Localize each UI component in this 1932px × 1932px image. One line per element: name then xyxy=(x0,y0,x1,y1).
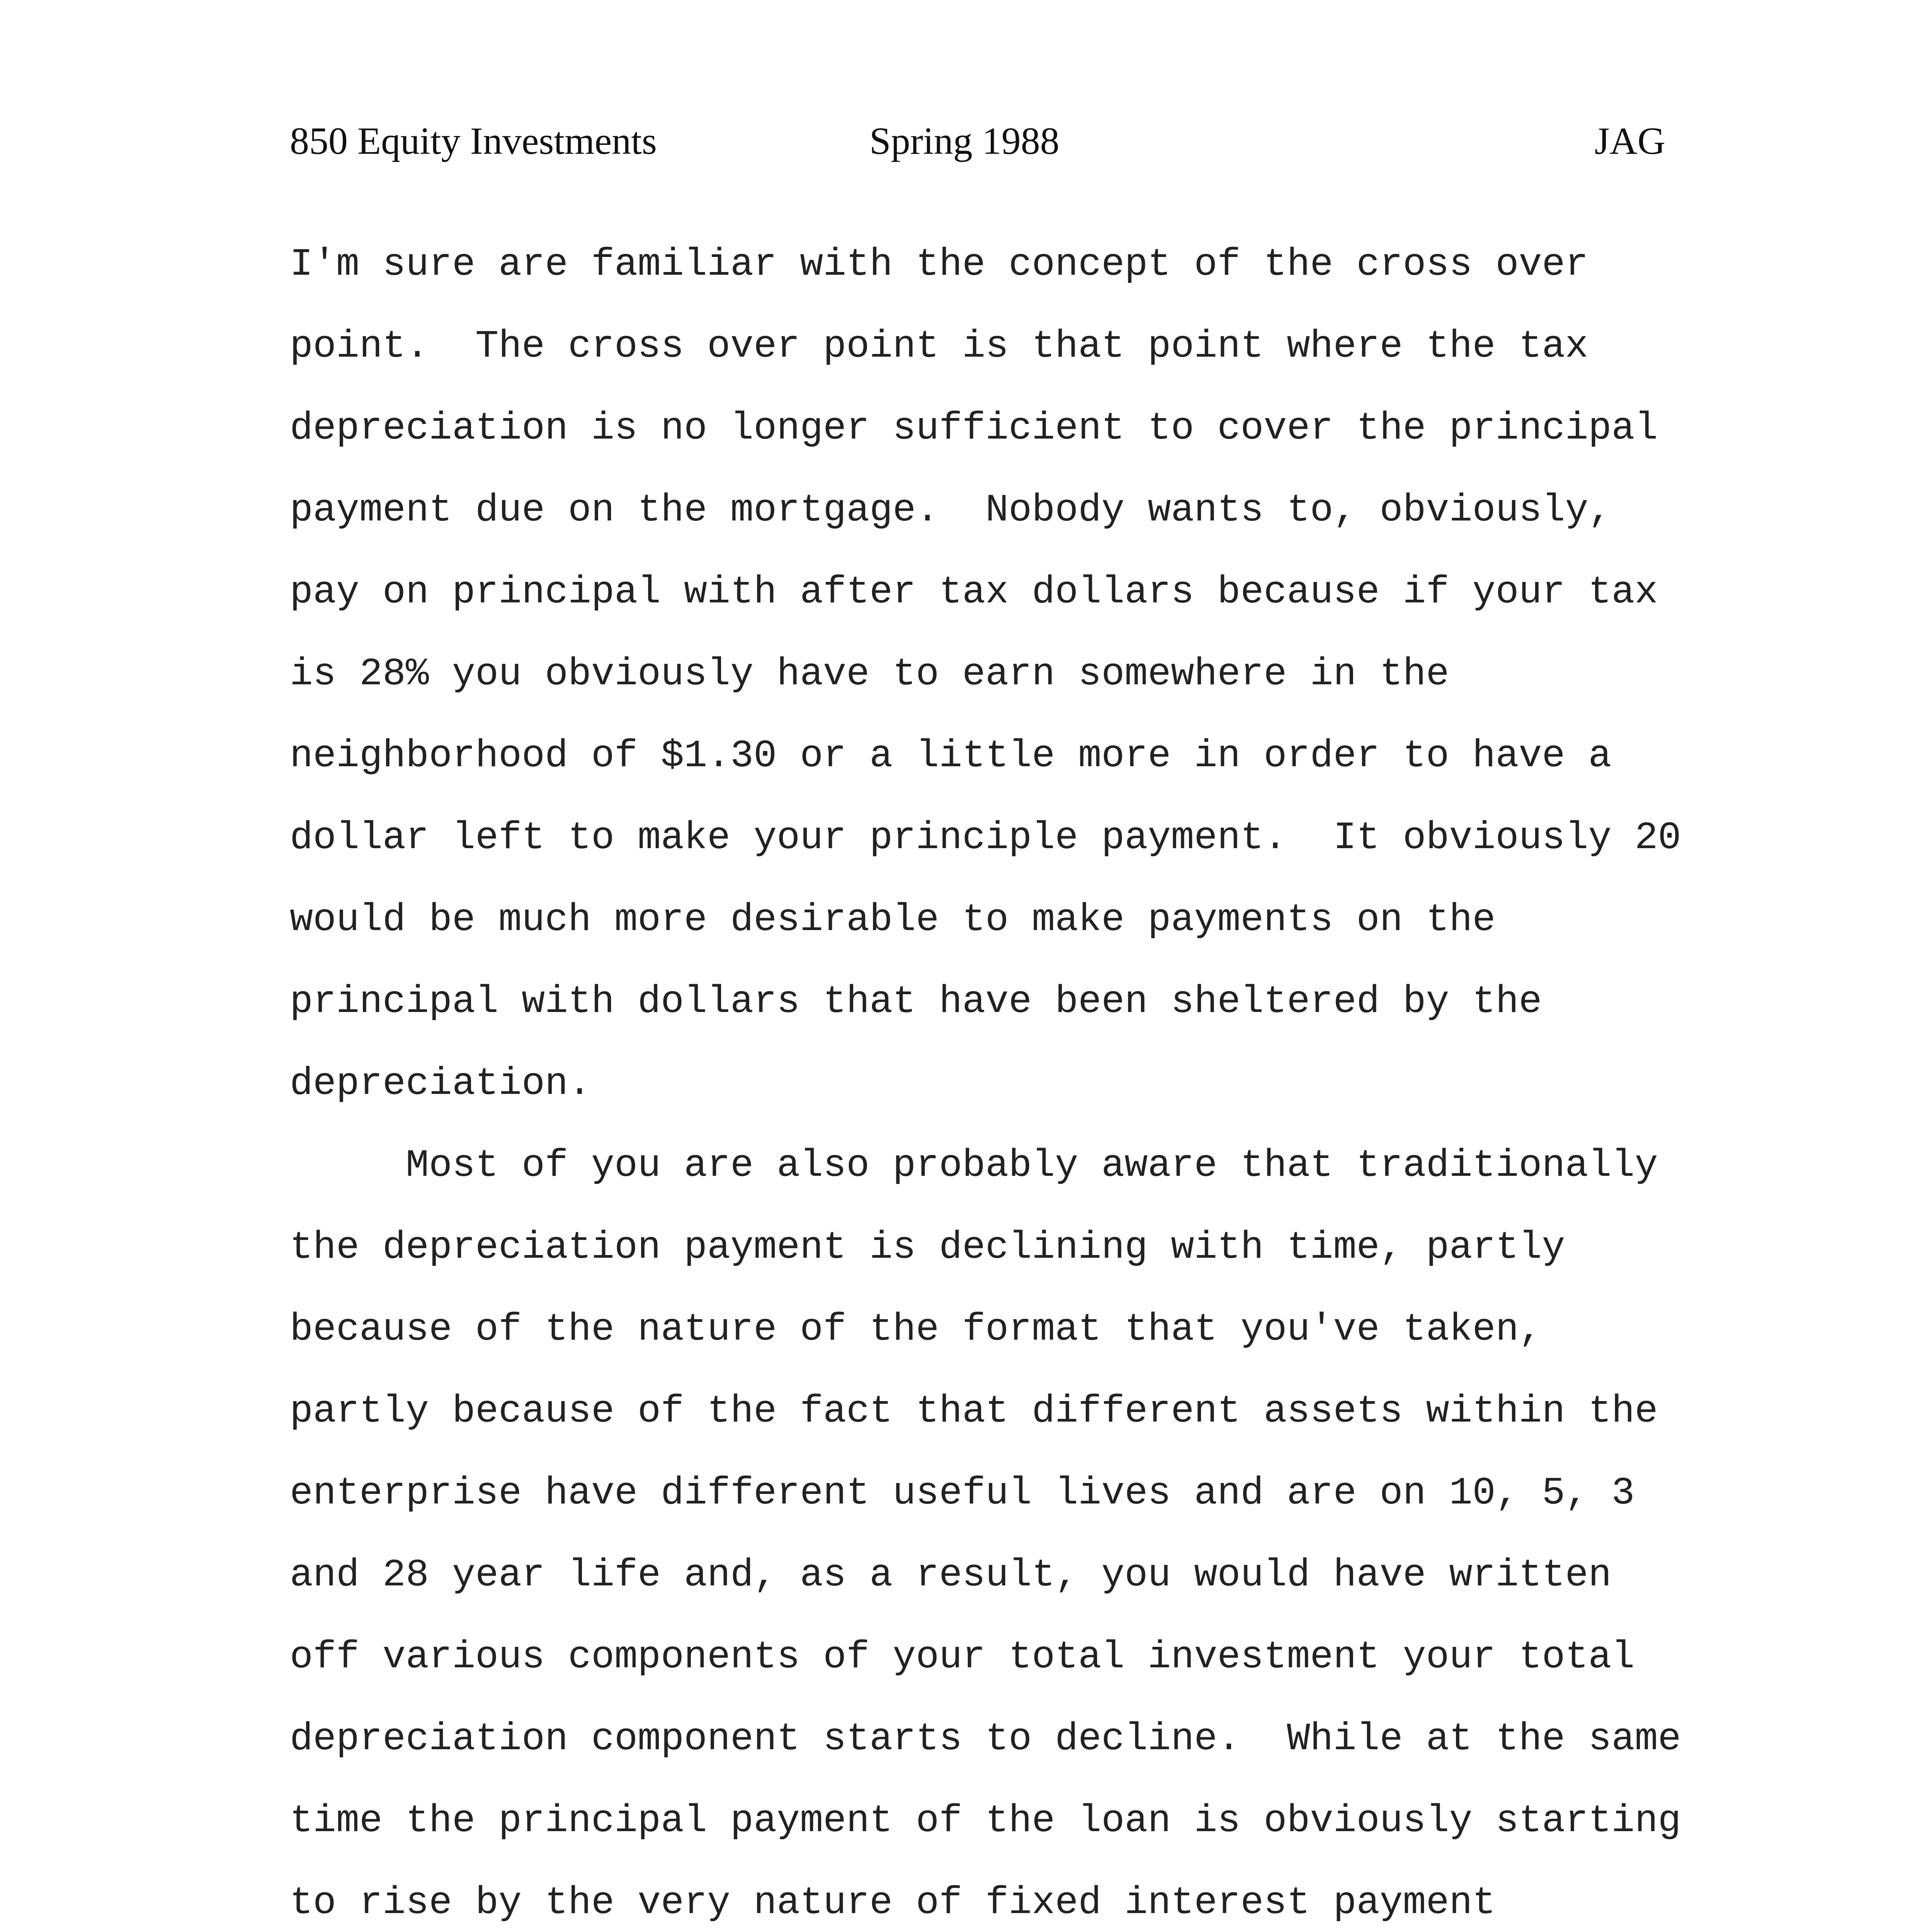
text-line: would be much more desirable to make payments on the xyxy=(290,898,1496,942)
text-line: I'm sure are familiar with the concept of the cross over xyxy=(290,243,1588,287)
text-line: depreciation component starts to decline. While at the same xyxy=(290,1718,1681,1761)
text-line: to rise by the very nature of fixed interest payment xyxy=(290,1881,1496,1925)
text-line: Most of you are also probably aware that traditionally xyxy=(290,1144,1658,1188)
text-line: payment due on the mortgage. Nobody wants to, obviously, xyxy=(290,489,1612,532)
text-line: dollar left to make your principle payment. It obviously 20 xyxy=(290,816,1681,860)
text-line: and 28 year life and, as a result, you would have written xyxy=(290,1554,1612,1597)
text-line: is 28% you obviously have to earn somewhere in the xyxy=(290,653,1449,696)
author-initials: JAG xyxy=(1594,119,1665,162)
text-line: depreciation is no longer sufficient to cover the principal xyxy=(290,407,1658,451)
course-title: 850 Equity Investments xyxy=(290,119,657,162)
text-line: time the principal payment of the loan is obviously starting xyxy=(290,1799,1681,1843)
text-line: point. The cross over point is that point where the tax xyxy=(290,325,1588,369)
text-line: off various components of your total investment your total xyxy=(290,1636,1635,1679)
running-header xyxy=(290,116,1665,166)
text-line: enterprise have different useful lives and are on 10, 5, 3 xyxy=(290,1472,1635,1515)
text-line: principal with dollars that have been sheltered by the xyxy=(290,980,1542,1024)
text-line: depreciation. xyxy=(290,1062,592,1106)
text-line: because of the nature of the format that you've taken, xyxy=(290,1308,1542,1352)
term-label: Spring 1988 xyxy=(869,119,1060,162)
transcript-body xyxy=(290,224,1835,1932)
text-line: neighborhood of $1.30 or a little more in order to have a xyxy=(290,735,1612,778)
text-line: the depreciation payment is declining with time, partly xyxy=(290,1226,1565,1270)
text-line: pay on principal with after tax dollars because if your tax xyxy=(290,571,1658,614)
text-line: partly because of the fact that different assets within the xyxy=(290,1390,1658,1434)
